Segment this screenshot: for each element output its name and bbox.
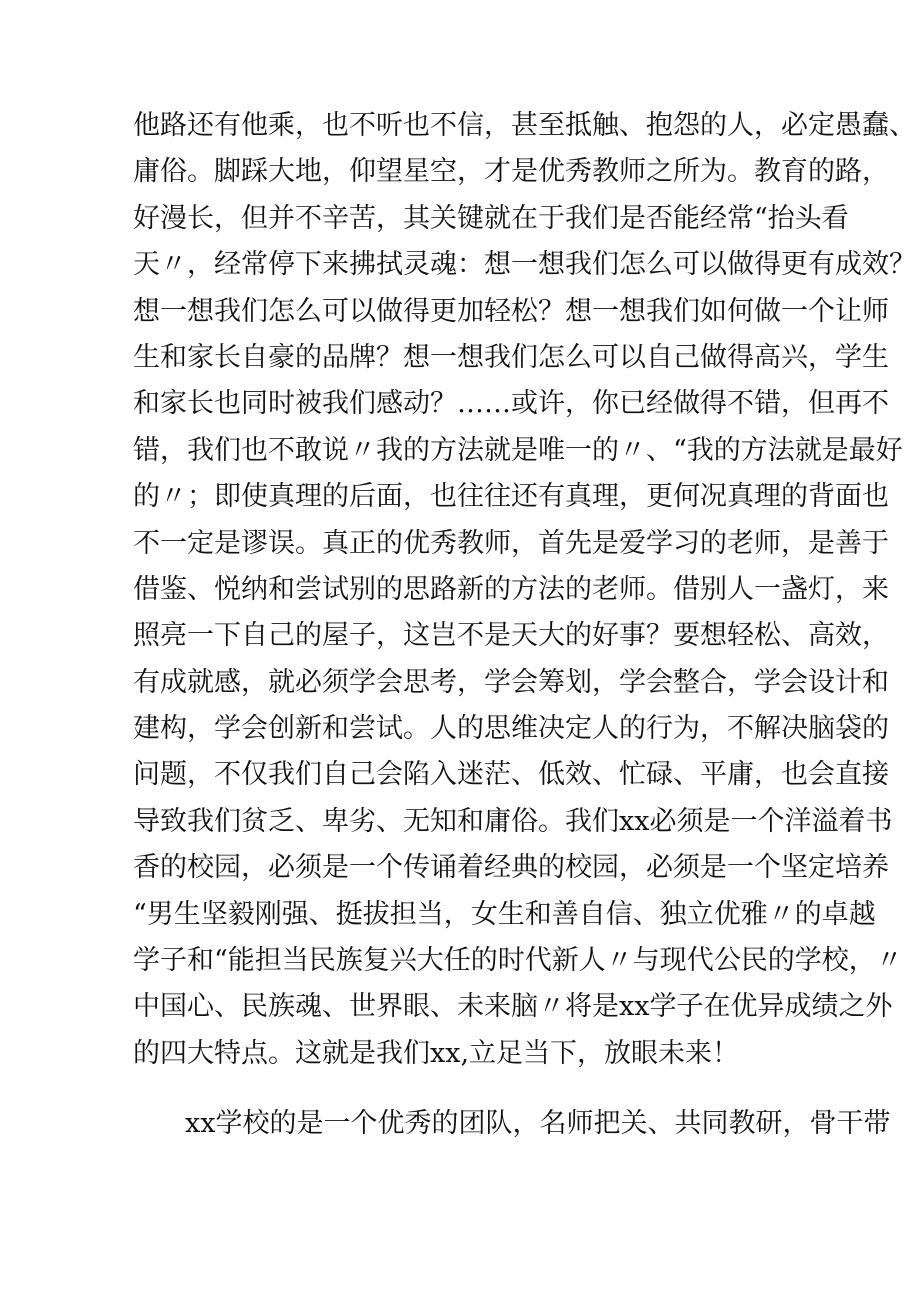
paragraph-gap [133,1077,813,1101]
text-line: 有成就感，就必须学会思考，学会筹划，学会整合，学会设计和 [133,666,889,698]
text-line: “男生坚毅刚强、挺拔担当，女生和善自信、独立优雅〃的卓越 [133,898,876,930]
text-line: xx学校的是一个优秀的团队，名师把关、共同教研，骨干带 [185,1108,891,1140]
text-line: 照亮一下自己的屋子，这岂不是天大的好事？要想轻松、高效， [133,620,889,652]
text-line: 借鉴、悦纳和尝试别的思路新的方法的老师。借别人一盏灯，来 [133,573,889,605]
text-line: 和家长也同时被我们感动？……或许，你已经做得不错，但再不 [133,388,889,420]
text-line: 想一想我们怎么可以做得更加轻松？想一想我们如何做一个让师 [133,295,889,327]
text-line: 问题，不仅我们自己会陷入迷茫、低效、忙碌、平庸，也会直接 [133,759,889,791]
text-line: 庸俗。脚踩大地，仰望星空，才是优秀教师之所为。教育的路， [133,156,889,188]
text-line: 建构，学会创新和尝试。人的思维决定人的行为，不解决脑袋的 [133,713,889,745]
text-line: 错，我们也不敢说〃我的方法就是唯一的〃、“我的方法就是最好 [133,434,903,466]
text-line: 香的校园，必须是一个传诵着经典的校园，必须是一个坚定培养 [133,852,889,884]
text-line: 不一定是谬误。真正的优秀教师，首先是爱学习的老师，是善于 [133,527,889,559]
text-line: 导致我们贫乏、卑劣、无知和庸俗。我们xx必须是一个洋溢着书 [133,805,893,837]
text-line: 的〃；即使真理的后面，也往往还有真理，更何况真理的背面也 [133,481,889,513]
body-text [133,103,916,1148]
text-line: 他路还有他乘，也不听也不信，甚至抵触、抱怨的人，必定愚蠢、 [133,110,916,141]
text-line: 中国心、民族魂、世界眼、未来脑〃将是xx学子在优异成绩之外 [133,991,893,1023]
text-line: 天〃，经常停下来拂拭灵魂：想一想我们怎么可以做得更有成效？ [133,249,916,281]
text-line: 学子和“能担当民族复兴大任的时代新人〃与现代公民的学校，〃 [133,945,903,977]
text-line: 的四大特点。这就是我们xx,立足当下，放眼未来！ [133,1037,740,1069]
text-line: 生和家长自豪的品牌？想一想我们怎么可以自己做得高兴，学生 [133,341,889,373]
text-line: 好漫长，但并不辛苦，其关键就在于我们是否能经常“抬头看 [133,202,849,234]
